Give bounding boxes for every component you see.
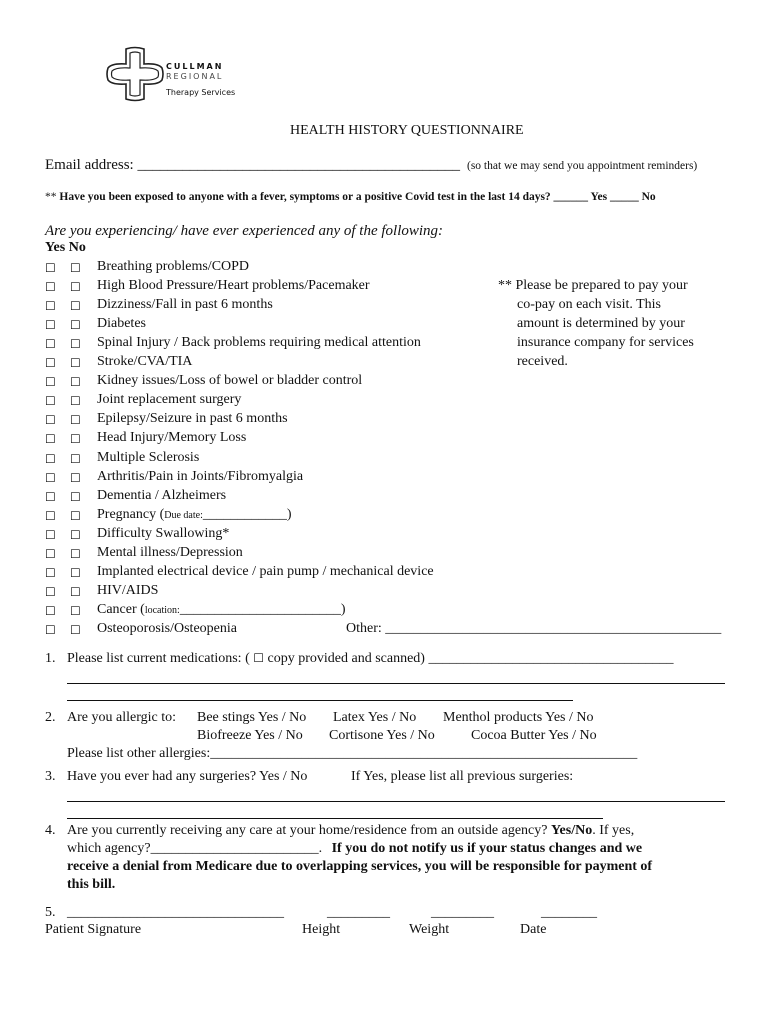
covid-question [45,191,656,203]
signature-field[interactable]: _______________________________ [67,905,284,920]
condition-label: Spinal Injury / Back problems requiring medical attention [97,335,421,350]
q4-line1 [67,823,634,839]
q3-text[interactable]: Have you ever had any surgeries? Yes / No [67,769,308,784]
condition-label: Mental illness/Depression [97,545,243,560]
q1-blank-line-2[interactable] [67,700,573,701]
covid-text[interactable]: Have you been exposed to anyone with a fever, symptoms or a positive Covid test in the last 14 days? ______ Yes _____ No [59,191,656,203]
yes-checkbox[interactable]: ☐ [45,604,56,618]
condition-label: Diabetes [97,316,146,331]
yes-no-header: Yes No [45,240,86,255]
allergy-bee-stings[interactable]: Bee stings Yes / No [197,710,307,725]
condition-label [97,507,292,523]
no-checkbox[interactable]: ☐ [70,280,81,294]
yes-checkbox[interactable]: ☐ [45,318,56,332]
no-checkbox[interactable]: ☐ [70,318,81,332]
yes-checkbox[interactable]: ☐ [45,566,56,580]
yes-checkbox[interactable]: ☐ [45,623,56,637]
logo-service: Therapy Services [166,88,236,97]
no-checkbox[interactable]: ☐ [70,299,81,313]
condition-label: Difficulty Swallowing* [97,526,230,541]
q3-blank-line-1[interactable] [67,801,725,802]
copay-line3: amount is determined by your [517,316,685,331]
signature-label: Patient Signature [45,922,142,937]
email-note: (so that we may send you appointment reminders) [467,160,698,172]
due-date-field[interactable] [164,507,291,522]
no-checkbox[interactable]: ☐ [70,432,81,446]
cross-logo-icon [106,46,164,102]
logo [106,46,246,102]
condition-label: High Blood Pressure/Heart problems/Pacemaker [97,278,370,293]
covid-stars: ** [45,191,57,203]
q1-blank-line-1[interactable] [67,683,725,684]
yes-checkbox[interactable]: ☐ [45,452,56,466]
copay-line1: ** Please be prepared to pay your [498,278,688,293]
no-checkbox[interactable]: ☐ [70,394,81,408]
condition-label: Multiple Sclerosis [97,450,200,465]
height-label: Height [302,922,341,937]
due-date-label: Due date: [164,510,203,521]
condition-label: Osteoporosis/Osteopenia [97,621,237,636]
yes-checkbox[interactable]: ☐ [45,375,56,389]
no-checkbox[interactable]: ☐ [70,452,81,466]
copay-line5: received. [517,354,568,369]
condition-label: Breathing problems/COPD [97,259,250,274]
cancer-location-field[interactable]: _______________________) [179,602,346,617]
q4-warning-2: receive a denial from Medicare due to overlapping services, you will be responsible for payment of [67,859,653,874]
q4-warning-3: this bill. [67,877,116,892]
no-checkbox[interactable]: ☐ [70,604,81,618]
q1-rest[interactable]: copy provided and scanned) ___________________________________ [267,651,674,666]
allergy-cortisone[interactable]: Cortisone Yes / No [329,728,435,743]
q4-num: 4. [45,823,56,838]
cancer-location-label: location: [144,605,180,616]
condition-label: Kidney issues/Loss of bowel or bladder control [97,373,363,388]
email-label[interactable]: Email address: ___________________________________________ [45,157,460,173]
conditions-heading: Are you experiencing/ have ever experienced any of the following: [45,223,444,239]
yes-checkbox[interactable]: ☐ [45,585,56,599]
condition-label: Implanted electrical device / pain pump / mechanical device [97,564,434,579]
no-checkbox[interactable]: ☐ [70,356,81,370]
condition-label: Stroke/CVA/TIA [97,354,193,369]
date-label: Date [520,922,547,937]
q1-num: 1. [45,651,56,666]
yes-checkbox[interactable]: ☐ [45,432,56,446]
no-checkbox[interactable]: ☐ [70,490,81,504]
condition-text: Cancer ( [97,602,145,617]
no-checkbox[interactable]: ☐ [70,585,81,599]
yes-checkbox[interactable]: ☐ [45,413,56,427]
no-checkbox[interactable]: ☐ [70,337,81,351]
copy-provided-checkbox[interactable]: ☐ [253,651,264,665]
condition-label: Joint replacement surgery [97,392,242,407]
weight-label: Weight [409,922,450,937]
q1-label: Please list current medications: ( [67,651,250,666]
q2-label: Are you allergic to: [67,710,176,725]
yes-checkbox[interactable]: ☐ [45,528,56,542]
yes-checkbox[interactable]: ☐ [45,547,56,561]
weight-field[interactable]: _________ [431,905,494,920]
no-checkbox[interactable]: ☐ [70,261,81,275]
logo-brand-line1: CULLMAN [166,62,224,71]
yes-checkbox[interactable]: ☐ [45,337,56,351]
yes-checkbox[interactable]: ☐ [45,261,56,275]
q4-yes-no[interactable]: Yes/No [550,823,593,838]
no-checkbox[interactable]: ☐ [70,623,81,637]
logo-brand-line2: REGIONAL [166,72,224,81]
no-checkbox[interactable]: ☐ [70,547,81,561]
q4-warning-1: If you do not notify us if your status changes and we [331,841,643,856]
allergy-menthol[interactable]: Menthol products Yes / No [443,710,594,725]
page-title: HEALTH HISTORY QUESTIONNAIRE [290,123,524,138]
no-checkbox[interactable]: ☐ [70,471,81,485]
date-field[interactable]: ________ [541,905,597,920]
q3-num: 3. [45,769,56,784]
q4-if-yes: . If yes, [592,823,635,838]
q4-agency-field[interactable]: which agency?________________________. [67,841,323,856]
no-checkbox[interactable]: ☐ [70,528,81,542]
q3-blank-line-2[interactable] [67,818,603,819]
yes-checkbox[interactable]: ☐ [45,356,56,370]
no-checkbox[interactable]: ☐ [70,375,81,389]
allergy-cocoa-butter[interactable]: Cocoa Butter Yes / No [471,728,597,743]
q5-num: 5. [45,905,56,920]
other-condition-field[interactable]: Other: ________________________________________________ [346,621,722,636]
other-allergies[interactable]: Please list other allergies:_____________________________________________________________ [67,746,638,761]
q1-text [67,651,673,667]
copay-line4: insurance company for services [517,335,694,350]
yes-checkbox[interactable]: ☐ [45,471,56,485]
condition-label: Arthritis/Pain in Joints/Fibromyalgia [97,469,304,484]
condition-label: Dizziness/Fall in past 6 months [97,297,273,312]
copay-line2: co-pay on each visit. This [517,297,661,312]
condition-label [97,602,345,618]
yes-checkbox[interactable]: ☐ [45,299,56,313]
condition-text: Pregnancy ( [97,507,165,522]
q2-num: 2. [45,710,56,725]
condition-label: Head Injury/Memory Loss [97,430,247,445]
due-date-blank[interactable]: ____________) [202,507,292,522]
condition-label: Dementia / Alzheimers [97,488,227,503]
allergy-latex[interactable]: Latex Yes / No [333,710,417,725]
no-checkbox[interactable]: ☐ [70,566,81,580]
no-checkbox[interactable]: ☐ [70,509,81,523]
yes-checkbox[interactable]: ☐ [45,280,56,294]
q3-list-label: If Yes, please list all previous surgeries: [351,769,574,784]
q4-question: Are you currently receiving any care at your home/residence from an outside agency? [67,823,548,838]
allergy-biofreeze[interactable]: Biofreeze Yes / No [197,728,303,743]
q4-line2 [67,841,642,857]
yes-checkbox[interactable]: ☐ [45,490,56,504]
condition-label: HIV/AIDS [97,583,159,598]
condition-label: Epilepsy/Seizure in past 6 months [97,411,288,426]
no-checkbox[interactable]: ☐ [70,413,81,427]
yes-checkbox[interactable]: ☐ [45,509,56,523]
height-field[interactable]: _________ [327,905,390,920]
yes-checkbox[interactable]: ☐ [45,394,56,408]
